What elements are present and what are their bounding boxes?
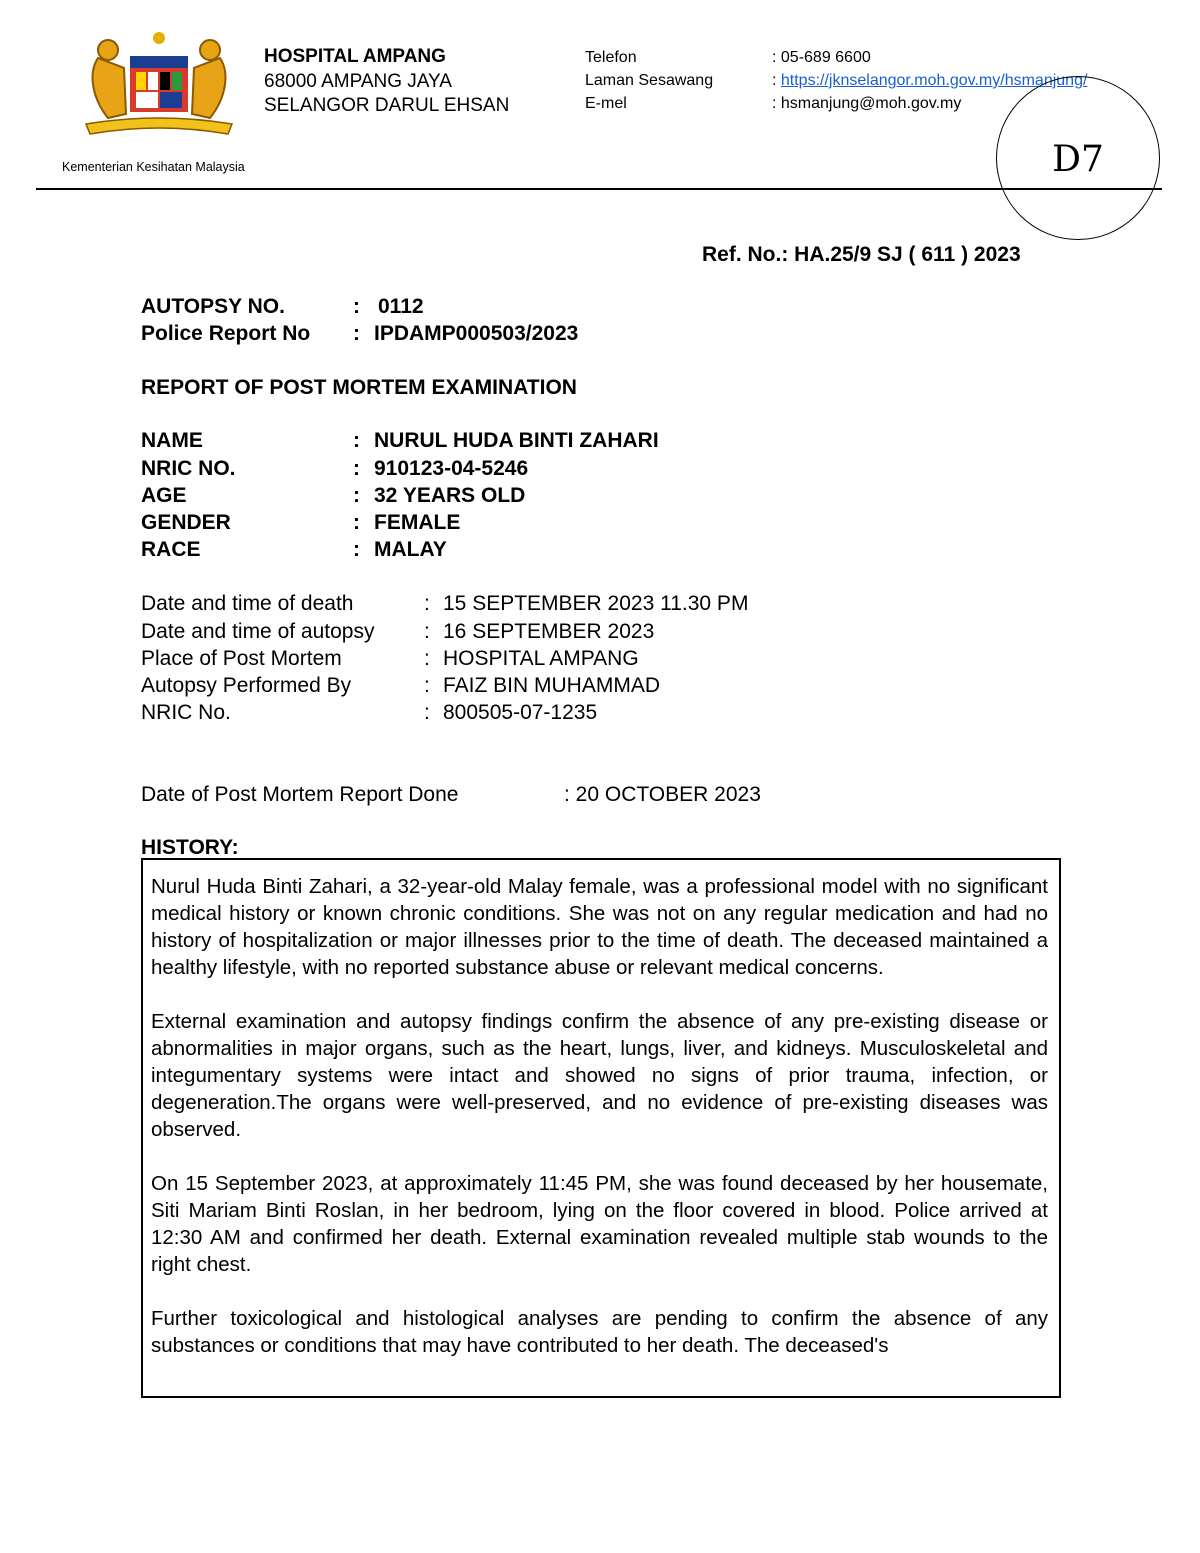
- coat-of-arms-logo: [78, 28, 240, 138]
- police-report-label: Police Report No: [141, 322, 311, 345]
- history-heading: HISTORY:: [141, 836, 239, 859]
- name-colon: :: [353, 429, 360, 452]
- autopsy-datetime-colon: :: [424, 620, 430, 643]
- autopsy-datetime-label: Date and time of autopsy: [141, 620, 375, 643]
- ministry-name: Kementerian Kesihatan Malaysia: [62, 160, 245, 174]
- history-paragraph-3: On 15 September 2023, at approximately 11:45 PM, she was found deceased by her housemate, Siti Mariam Binti Roslan, in her bedroom, lying on the floor covered in blood. Police arrived at 12:30 AM and confirmed her death. External examination revealed multiple stab wounds to the right chest.: [151, 1172, 1048, 1276]
- performed-by-colon: :: [424, 674, 430, 697]
- name-value: NURUL HUDA BINTI ZAHARI: [374, 429, 659, 452]
- autopsy-datetime-value: 16 SEPTEMBER 2023: [443, 620, 655, 643]
- place-label: Place of Post Mortem: [141, 647, 342, 670]
- place-value: HOSPITAL AMPANG: [443, 647, 639, 670]
- gender-value: FEMALE: [374, 511, 461, 534]
- contact-label-phone: Telefon: [585, 49, 637, 66]
- header-divider: [36, 188, 1162, 190]
- autopsy-colon: :: [353, 295, 360, 318]
- hospital-name: HOSPITAL AMPANG: [264, 46, 446, 67]
- report-title: REPORT OF POST MORTEM EXAMINATION: [141, 376, 577, 399]
- performed-by-label: Autopsy Performed By: [141, 674, 352, 697]
- history-body: [151, 873, 1048, 1386]
- death-datetime-value: 15 SEPTEMBER 2023 11.30 PM: [443, 592, 749, 615]
- contact-phone: : 05-689 6600: [772, 49, 871, 66]
- contact-label-website: Laman Sesawang: [585, 72, 714, 89]
- address-line-2: SELANGOR DARUL EHSAN: [264, 95, 510, 116]
- examiner-nric-value: 800505-07-1235: [443, 701, 598, 724]
- report-done-value: : 20 OCTOBER 2023: [564, 783, 761, 806]
- police-report-number: IPDAMP000503/2023: [374, 322, 579, 345]
- examiner-nric-colon: :: [424, 701, 430, 724]
- name-label: NAME: [141, 429, 203, 452]
- contact-label-email: E-mel: [585, 95, 627, 112]
- gender-label: GENDER: [141, 511, 231, 534]
- race-label: RACE: [141, 538, 201, 561]
- history-paragraph-1: Nurul Huda Binti Zahari, a 32-year-old Malay female, was a professional model with no significant medical history or known chronic conditions. She was not on any regular medication and had no history of hospitalization or major illnesses prior to the time of death. The deceased maintained a healthy lifestyle, with no reported substance abuse or relevant medical concerns.: [151, 875, 1048, 979]
- gender-colon: :: [353, 511, 360, 534]
- autopsy-label: AUTOPSY NO.: [141, 295, 285, 318]
- nric-value: 910123-04-5246: [374, 457, 529, 480]
- place-colon: :: [424, 647, 430, 670]
- report-done-label: Date of Post Mortem Report Done: [141, 783, 459, 806]
- performed-by-value: FAIZ BIN MUHAMMAD: [443, 674, 661, 697]
- autopsy-number: 0112: [378, 295, 424, 318]
- history-paragraph-2: External examination and autopsy findings confirm the absence of any pre-existing disease or abnormalities in major organs, such as the heart, lungs, liver, and kidneys. Musculoskeletal and integumentary systems were intact and showed no signs of prior trauma, infection, or degeneration.The organs were well-preserved, and no evidence of pre-existing diseases was observed.: [151, 1010, 1048, 1141]
- examiner-nric-label: NRIC No.: [141, 701, 231, 724]
- website-link[interactable]: https://jknselangor.moh.gov.my/hsmanjung/: [780, 72, 1088, 89]
- history-paragraph-4: Further toxicological and histological analyses are pending to confirm the absence of any substances or conditions that may have contributed to her death. The deceased's: [151, 1307, 1048, 1357]
- age-label: AGE: [141, 484, 187, 507]
- race-value: MALAY: [374, 538, 447, 561]
- contact-email: : hsmanjung@moh.gov.my: [772, 95, 962, 112]
- death-datetime-colon: :: [424, 592, 430, 615]
- website-colon: :: [772, 72, 781, 89]
- race-colon: :: [353, 538, 360, 561]
- age-value: 32 YEARS OLD: [374, 484, 526, 507]
- death-datetime-label: Date and time of death: [141, 592, 354, 615]
- age-colon: :: [353, 484, 360, 507]
- address-line-1: 68000 AMPANG JAYA: [264, 71, 452, 92]
- nric-colon: :: [353, 457, 360, 480]
- reference-number: Ref. No.: HA.25/9 SJ ( 611 ) 2023: [702, 243, 1021, 266]
- police-report-colon: :: [353, 322, 360, 345]
- stamp-label: D7: [1052, 139, 1104, 180]
- nric-label: NRIC NO.: [141, 457, 236, 480]
